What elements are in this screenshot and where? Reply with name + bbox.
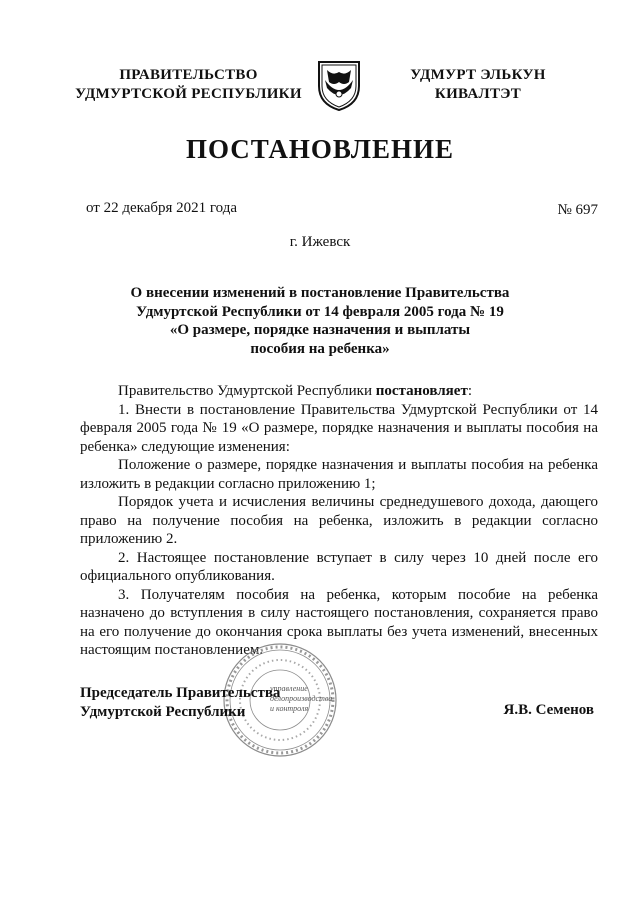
document-city: г. Ижевск [289, 234, 351, 250]
subject-line-2: Удмуртской Республики от 14 февраля 2005 года № 19 [136, 303, 504, 320]
document-type-title: ПОСТАНОВЛЕНИЕ [185, 134, 455, 164]
subject-line-1: О внесении изменений в постановление Правительства [130, 285, 510, 301]
subject-line-4: пособия на ребенка» [250, 340, 390, 357]
header-left-line-2: УДМУРТСКОЙ РЕСПУБЛИКИ [75, 86, 302, 102]
coat-of-arms-icon [313, 56, 365, 112]
document-date: от 22 декабря 2021 года [86, 200, 238, 216]
paragraph-3: 3. Получателям пособия на ребенка, которым пособие на ребенка назначено до вступления в силу настоящего постановления, сохраняется право на его получение до окончания срока выплаты без учета изменений, внесенных настоящим постановлением. [80, 586, 598, 658]
intro-text: Правительство Удмуртской Республики [118, 383, 376, 399]
document-number: № 697 [557, 202, 598, 218]
document-subject [100, 284, 540, 358]
signer-position-line-1: Председатель Правительства [80, 685, 281, 701]
intro-verb: постановляет [375, 383, 468, 399]
intro-colon: : [467, 383, 472, 399]
signer-position-line-2: Удмуртской Республики [80, 703, 246, 720]
signer-position [80, 684, 280, 721]
header-right-line-1: УДМУРТ ЭЛЬКУН [410, 67, 546, 83]
header-right [378, 66, 578, 104]
intro-paragraph [80, 382, 598, 401]
paragraph-1b: Порядок учета и исчисления величины среднедушевого дохода, дающего право на получение пособия на ребенка, изложить в редакции согласно приложению 2. [80, 494, 598, 547]
paragraph-2: 2. Настоящее постановление вступает в силу через 10 дней после его официального опубликования. [80, 549, 598, 584]
stamp-line-2: делопроизводства [270, 694, 333, 703]
header-left-line-1: ПРАВИТЕЛЬСТВО [119, 67, 258, 83]
stamp-line-3: и контроля [270, 704, 309, 713]
subject-line-3: «О размере, порядке назначения и выплаты [169, 322, 471, 338]
header-right-line-2: КИВАЛТЭТ [434, 86, 522, 102]
paragraph-1: 1. Внести в постановление Правительства Удмуртской Республики от 14 февраля 2005 года № 19 «О размере, порядке назначения и выплаты пособия на ребенка» следующие изменения: [80, 401, 598, 455]
paragraph-1a: Положение о размере, порядке назначения и выплаты пособия на ребенка изложить в редакции согласно приложению 1; [80, 457, 598, 492]
header-left [66, 66, 311, 104]
document-body [80, 382, 598, 660]
stamp-line-1: управление [270, 684, 308, 693]
signer-name: Я.В. Семенов [503, 702, 594, 718]
